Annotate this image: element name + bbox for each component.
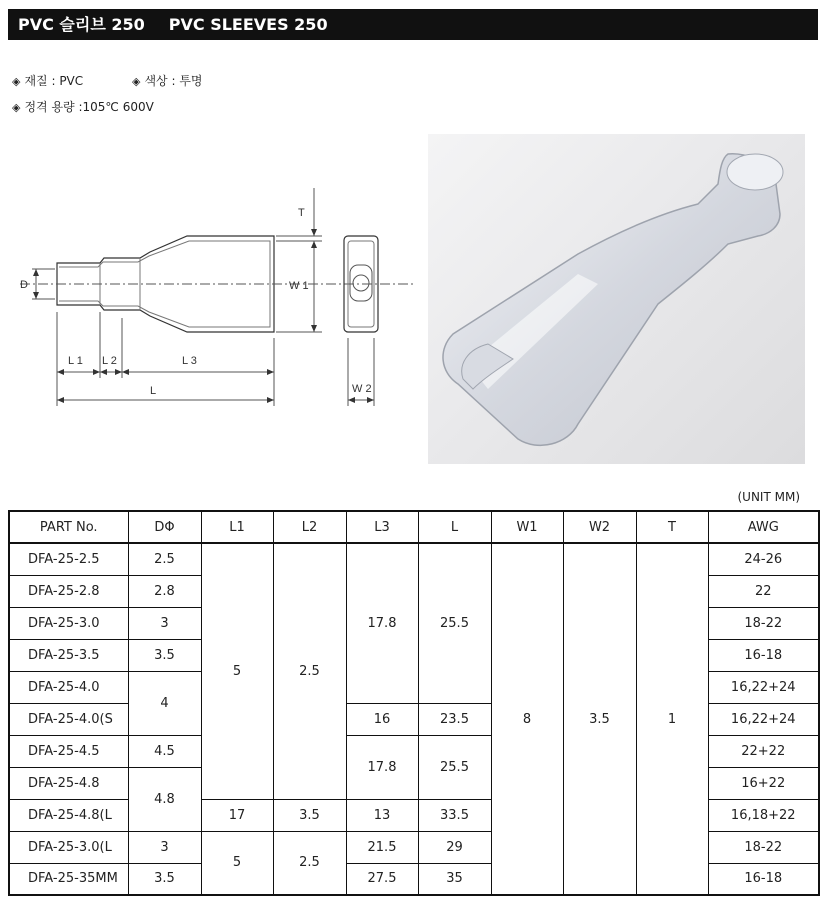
cell-l3: 27.5: [346, 863, 418, 895]
cell-l1: 17: [201, 799, 273, 831]
spec-rating-text: 정격 용량 :105℃ 600V: [24, 100, 154, 114]
cell-part: DFA-25-3.0: [9, 607, 128, 639]
spec-material-text: 재질 : PVC: [24, 74, 84, 88]
label-d: D: [20, 279, 28, 291]
cell-dphi: 2.5: [128, 543, 201, 575]
cell-t: 1: [636, 543, 708, 895]
cell-w1: 8: [491, 543, 563, 895]
cell-part: DFA-25-3.0(L: [9, 831, 128, 863]
cell-part: DFA-25-2.8: [9, 575, 128, 607]
cell-dphi: 3.5: [128, 639, 201, 671]
table-row: [9, 543, 819, 575]
cell-dphi: 4: [128, 671, 201, 735]
cell-l3: 21.5: [346, 831, 418, 863]
cell-dphi: 3: [128, 607, 201, 639]
dimension-drawing: [12, 170, 420, 420]
cell-l3: 16: [346, 703, 418, 735]
label-w2: W 2: [352, 383, 372, 395]
cell-l: 23.5: [418, 703, 491, 735]
unit-label: (UNIT MM): [737, 490, 800, 504]
cell-part: DFA-25-4.0: [9, 671, 128, 703]
cell-l: 29: [418, 831, 491, 863]
cell-part: DFA-25-4.8(L: [9, 799, 128, 831]
cell-l: 33.5: [418, 799, 491, 831]
cell-awg: 16,18+22: [708, 799, 819, 831]
header-l: L: [418, 511, 491, 543]
header-l2: L2: [273, 511, 346, 543]
cell-awg: 16,22+24: [708, 703, 819, 735]
cell-part: DFA-25-2.5: [9, 543, 128, 575]
cell-l: 35: [418, 863, 491, 895]
cell-l1: 5: [201, 831, 273, 895]
cell-awg: 16,22+24: [708, 671, 819, 703]
title-english: PVC SLEEVES 250: [168, 15, 328, 34]
cell-l2: 2.5: [273, 543, 346, 799]
cell-part: DFA-25-35MM: [9, 863, 128, 895]
table-header-row: [9, 511, 819, 543]
cell-w2: 3.5: [563, 543, 636, 895]
cell-l3: 17.8: [346, 543, 418, 703]
header-awg: AWG: [708, 511, 819, 543]
header-w1: W1: [491, 511, 563, 543]
product-photo: [428, 134, 805, 464]
cell-awg: 18-22: [708, 831, 819, 863]
label-l: L: [150, 385, 157, 397]
spec-material: [12, 72, 83, 89]
label-l3: L 3: [182, 355, 197, 367]
diamond-bullet-icon: ◈: [12, 75, 21, 88]
cell-l3: 17.8: [346, 735, 418, 799]
page-title-bar: [8, 9, 818, 40]
spec-color: [132, 72, 203, 89]
cell-awg: 22+22: [708, 735, 819, 767]
diamond-bullet-icon: ◈: [132, 75, 141, 88]
label-t: T: [298, 207, 305, 219]
cell-part: DFA-25-4.5: [9, 735, 128, 767]
cell-l: 25.5: [418, 543, 491, 703]
clear-sleeve-image: [428, 134, 805, 464]
header-dphi: DΦ: [128, 511, 201, 543]
cell-awg: 16+22: [708, 767, 819, 799]
cell-l2: 3.5: [273, 799, 346, 831]
cell-part: DFA-25-4.8: [9, 767, 128, 799]
title-korean: PVC 슬리브 250: [18, 15, 145, 34]
spec-rating: [12, 98, 154, 115]
header-l1: L1: [201, 511, 273, 543]
header-part-no: PART No.: [9, 511, 128, 543]
cell-awg: 18-22: [708, 607, 819, 639]
cell-part: DFA-25-4.0(S: [9, 703, 128, 735]
cell-dphi: 2.8: [128, 575, 201, 607]
cell-awg: 22: [708, 575, 819, 607]
diamond-bullet-icon: ◈: [12, 101, 21, 114]
header-t: T: [636, 511, 708, 543]
cell-dphi: 3.5: [128, 863, 201, 895]
cell-l3: 13: [346, 799, 418, 831]
header-l3: L3: [346, 511, 418, 543]
cell-l2: 2.5: [273, 831, 346, 895]
cell-part: DFA-25-3.5: [9, 639, 128, 671]
header-w2: W2: [563, 511, 636, 543]
cell-l: 25.5: [418, 735, 491, 799]
specification-table: [8, 510, 820, 896]
cell-dphi: 4.8: [128, 767, 201, 831]
cell-dphi: 3: [128, 831, 201, 863]
cell-awg: 24-26: [708, 543, 819, 575]
label-w1: W 1: [289, 280, 309, 292]
cell-awg: 16-18: [708, 863, 819, 895]
label-l1: L 1: [68, 355, 83, 367]
cell-dphi: 4.5: [128, 735, 201, 767]
label-l2: L 2: [102, 355, 117, 367]
cell-l1: 5: [201, 543, 273, 799]
spec-color-text: 색상 : 투명: [144, 74, 203, 88]
cell-awg: 16-18: [708, 639, 819, 671]
